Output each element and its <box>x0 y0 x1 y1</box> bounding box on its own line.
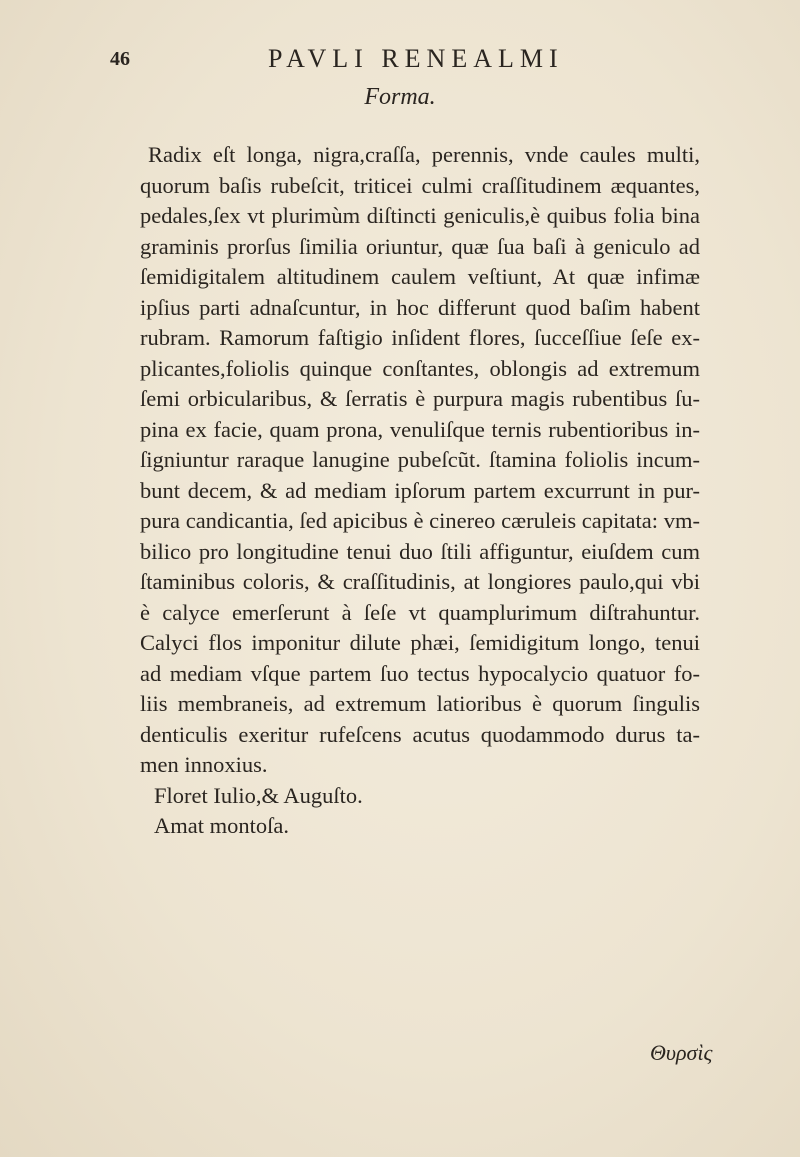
catchword: Θυρσὶς <box>650 1040 713 1065</box>
text-line: ad mediam vſque partem ſuo tectus hypocalycio quatuor fo- <box>140 660 700 686</box>
text-line: rubram. Ramorum faſtigio inſident flores, ſucceſſiue ſeſe ex- <box>140 325 700 350</box>
text-line: bilico pro longitudine tenui duo ſtili affiguntur, eiuſdem cum <box>140 538 700 564</box>
section-title: Forma. <box>364 84 436 110</box>
text-line: men innoxius. <box>140 752 268 777</box>
page-number: 46 <box>110 48 130 70</box>
text-line: ſtaminibus coloris, & craſſitudinis, at longiores paulo,qui vbi <box>140 569 700 594</box>
text-line: ſemi orbicularibus, & ſerratis è purpura magis rubentibus ſu- <box>140 386 700 411</box>
text-line: liis membraneis, ad extremum latioribus è quorum ſingulis <box>140 691 700 716</box>
text-line-habitat: Amat montoſa. <box>154 813 289 838</box>
text-line: è calyce emerſerunt à ſeſe vt quamplurimum diſtrahuntur. <box>140 599 700 625</box>
text-line: pura candicantia, ſed apicibus è cinereo cæruleis capitata: vm- <box>140 508 700 533</box>
text-line: Radix eſt longa, nigra,craſſa, perennis, vnde caules multi, <box>148 142 700 167</box>
text-line-flowering: Floret Iulio,& Auguſto. <box>154 782 363 808</box>
text-line: pedales,ſex vt plurimùm diſtincti geniculis,è quibus folia bina <box>140 203 700 228</box>
body-text <box>140 140 700 842</box>
text-line: Calyci flos imponitur dilute phæi, ſemidigitum longo, tenui <box>140 630 700 655</box>
text-line: graminis prorſus ſimilia oriuntur, quæ ſua baſi à geniculo ad <box>140 233 700 259</box>
text-line: pina ex facie, quam prona, venuliſque ternis rubentioribus in- <box>140 416 700 442</box>
text-line: quorum baſis rubeſcit, triticei culmi craſſitudinem æquantes, <box>140 172 700 198</box>
text-line: ſigniuntur raraque lanugine pubeſcũt. ſtamina foliolis incum- <box>140 447 700 472</box>
text-line: ipſius parti adnaſcuntur, in hoc differunt quod baſim habent <box>140 294 700 320</box>
text-line: ſemidigitalem altitudinem caulem veſtiunt, At quæ infimæ <box>140 264 700 289</box>
running-head: PAVLI RENEALMI <box>268 44 564 73</box>
text-line: denticulis exeritur rufeſcens acutus quodammodo durus ta- <box>140 721 700 747</box>
text-line: plicantes,foliolis quinque conſtantes, oblongis ad extremum <box>140 355 700 381</box>
text-line: bunt decem, & ad mediam ipſorum partem excurrunt in pur- <box>140 477 700 503</box>
